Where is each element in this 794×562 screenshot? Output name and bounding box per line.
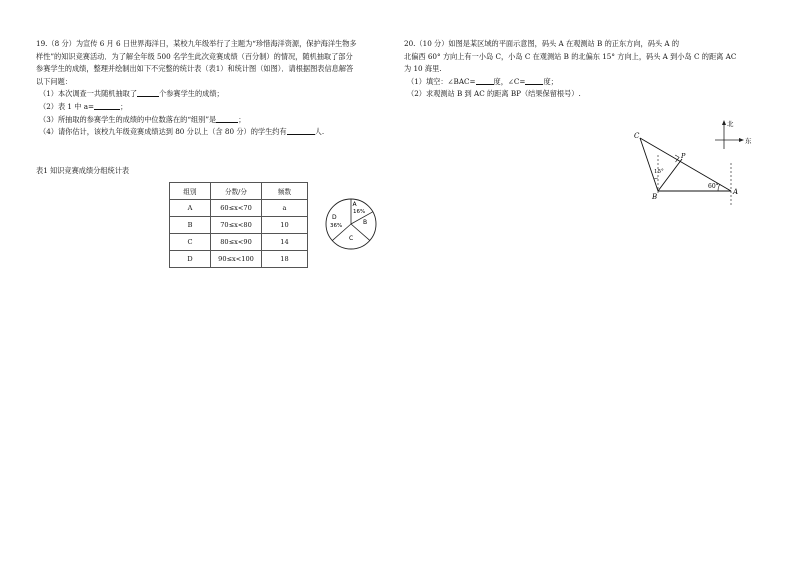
q19-line-1: 19.（8 分）为宣传 6 月 6 日世界海洋日，某校九年级举行了主题为“珍惜海洋资源，保护海洋生物多 [36,39,357,48]
answer-blank[interactable] [476,76,494,85]
east-arrow-icon [739,138,744,142]
point-label-c: C [634,132,640,140]
table-cell: B [170,217,211,234]
q19-s1-suffix: 个参赛学生的成绩； [159,89,224,99]
point-label-p: P [681,152,686,160]
table-cell: 90≤x<100 [211,251,262,268]
point-label-a: A [733,188,739,196]
table-row [170,217,308,234]
angle-label-a: 60° [708,183,719,190]
q19-subquestion-1 [36,88,391,101]
q19-subquestion-3 [36,114,391,127]
geometry-figure [620,115,770,215]
angle-arc-b [654,178,658,179]
point-label-b: B [652,193,658,201]
table-header: 频数 [262,183,308,200]
q19-subquestion-4 [36,126,391,139]
north-arrow-icon [722,120,726,125]
table-cell: 80≤x<90 [211,234,262,251]
table-header: 组别 [170,183,211,200]
answer-blank[interactable] [287,126,315,135]
table-header-row [170,183,308,200]
table-cell: a [262,200,308,217]
table-cell: 14 [262,234,308,251]
q20-subquestion-2: （2）求观测站 B 到 AC 的距离 BP（结果保留根号）. [407,89,581,99]
segment-bp [658,159,682,191]
segment-bc [640,138,658,191]
pie-label-d: D [332,214,337,221]
q19-line-2: 样性”的知识竞赛活动．为了解全年级 500 名学生此次竞赛成绩（百分制）的情况，随机抽取了部分 [36,51,353,61]
answer-blank[interactable] [525,76,543,85]
table-header: 分数/分 [211,183,262,200]
table-cell: A [170,200,211,217]
answer-blank[interactable] [216,114,238,123]
table-cell: 18 [262,251,308,268]
answer-blank[interactable] [137,88,159,97]
compass-east-label: 东 [745,137,752,145]
pie-percent-d: 36% [330,223,343,229]
q19-s3-suffix: ； [238,114,246,124]
q19-s2-text: （2）表 1 中 a= [39,101,95,111]
angle-label-b: 15° [654,169,664,175]
table-cell: D [170,251,211,268]
pie-label-a: A [352,201,357,208]
q19-s4-text: （4）请你估计，该校九年级竞赛成绩达到 80 分以上（含 80 分）的学生约有 [39,127,287,137]
pie-label-c: C [349,235,354,242]
q19-s2-suffix: ； [120,101,128,111]
q20-s1-suffix: 度； [543,76,558,86]
compass-north-label: 北 [727,120,734,128]
q20-line-1: 20.（10 分）如图是某区域的平面示意图，码头 A 在观测站 B 的正东方向，码头 A 的 [404,39,680,48]
table-cell: 10 [262,217,308,234]
frequency-table [169,182,308,268]
table-cell: 60≤x<70 [211,200,262,217]
question-20 [404,38,760,101]
pie-label-b: B [363,219,368,226]
q19-s1-text: （1）本次调查一共随机抽取了 [39,89,138,99]
table-row [170,251,308,268]
q19-s3-text: （3）所抽取的参赛学生的成绩的中位数落在的“组别”是 [39,114,217,124]
answer-blank[interactable] [94,101,120,110]
table-row [170,234,308,251]
table-caption: 表1 知识竞赛成绩分组统计表 [36,166,130,175]
pie-chart [322,196,382,256]
q19-s4-suffix: 人. [314,127,325,137]
table-cell: 70≤x<80 [211,217,262,234]
q19-subquestion-2 [36,101,391,114]
pie-percent-a: 16% [353,209,366,215]
q19-line-4: 以下问题： [36,76,72,86]
table-row [170,200,308,217]
q20-line-2: 北偏西 60° 方向上有一小岛 C，小岛 C 在观测站 B 的北偏东 15° 方向上，码头 A 到小岛 C 的距离 AC [404,51,737,61]
q20-line-3: 为 10 海里. [404,64,442,74]
q20-s1-text: （1）填空：∠BAC= [407,76,476,86]
table-cell: C [170,234,211,251]
q19-line-3: 参赛学生的成绩，整理并绘制出如下不完整的统计表（表1）和统计图（如图）．请根据图表信息解答 [36,64,354,74]
question-19 [36,38,391,139]
q20-subquestion-1 [404,76,760,89]
q20-s1-middle: 度，∠C= [493,76,526,86]
